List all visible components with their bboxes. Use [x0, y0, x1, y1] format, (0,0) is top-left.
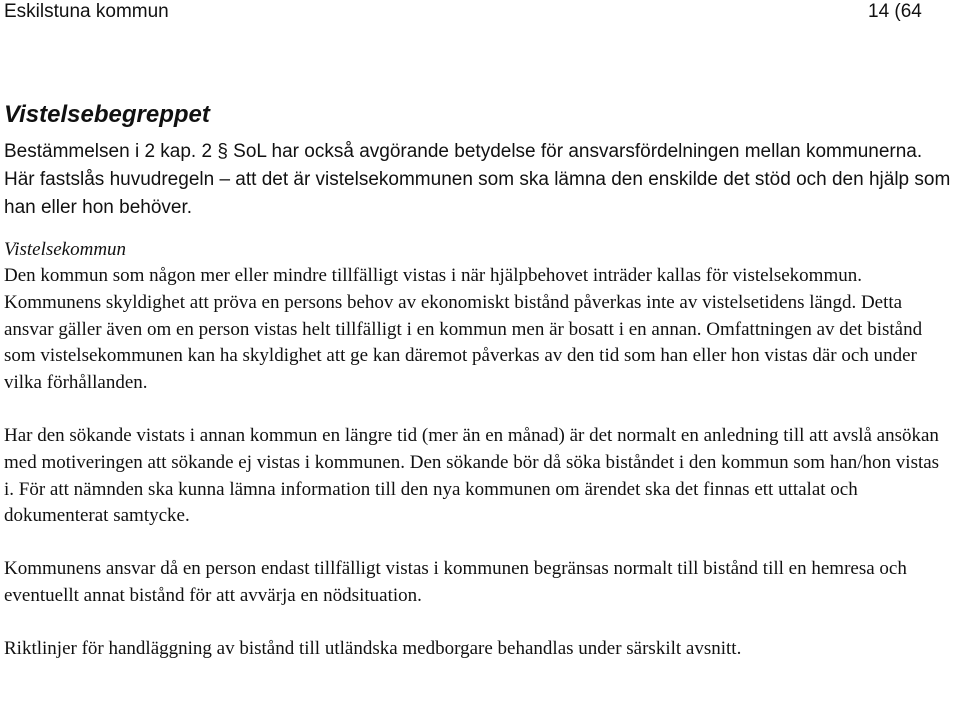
intro-paragraph: Bestämmelsen i 2 kap. 2 § SoL har också avgörande betydelse för ansvarsfördelningen mellan kommunerna. Här fastslås huvudregeln – att det är vistelsekommunen som ska lämna den enskilde det stöd och den hjälp som han eller hon behöver. [4, 141, 951, 218]
body-paragraph: Har den sökande vistats i annan kommun en längre tid (mer än en månad) är det normalt en anledning till att avslå ansökan med motiveringen att sökande ej vistas i kommunen. Den sökande bör då söka biståndet i den kommun som han/hon vistas i. För att nämnden ska kunna lämna information till den nya kommunen om ärendet ska det finnas ett uttalat och dokumenterat samtycke. [4, 424, 940, 527]
section-title: Vistelsebegreppet [4, 101, 210, 128]
document-body [4, 98, 952, 689]
body-paragraph: Den kommun som någon mer eller mindre tillfälligt vistas i när hjälpbehovet inträder kallas för vistelsekommun. Kommunens skyldighet att pröva en persons behov av ekonomiskt bistånd påverkas inte av vistelsetidens längd. Detta ansvar gäller även om en person vistas helt tillfälligt i en kommun men är bosatt i en annan. Omfattningen av det bistånd som vistelsekommunen kan ha skyldighet att ge kan däremot påverkas av den tid som han eller hon vistas där och under vilka förhållanden. [4, 265, 923, 394]
body-paragraph: Kommunens ansvar då en person endast tillfälligt vistas i kommunen begränsas normalt till bistånd till en hemresa och eventuellt annat bistånd för att avvärja en nödsituation. [4, 558, 907, 606]
organization-name: Eskilstuna kommun [4, 1, 169, 22]
page-header [0, 0, 959, 30]
body-paragraph: Riktlinjer för handläggning av bistånd till utländska medborgare behandlas under särskilt avsnitt. [4, 637, 742, 659]
subsection-title: Vistelsekommun [4, 239, 127, 260]
page-number: 14 (64 [868, 1, 922, 22]
